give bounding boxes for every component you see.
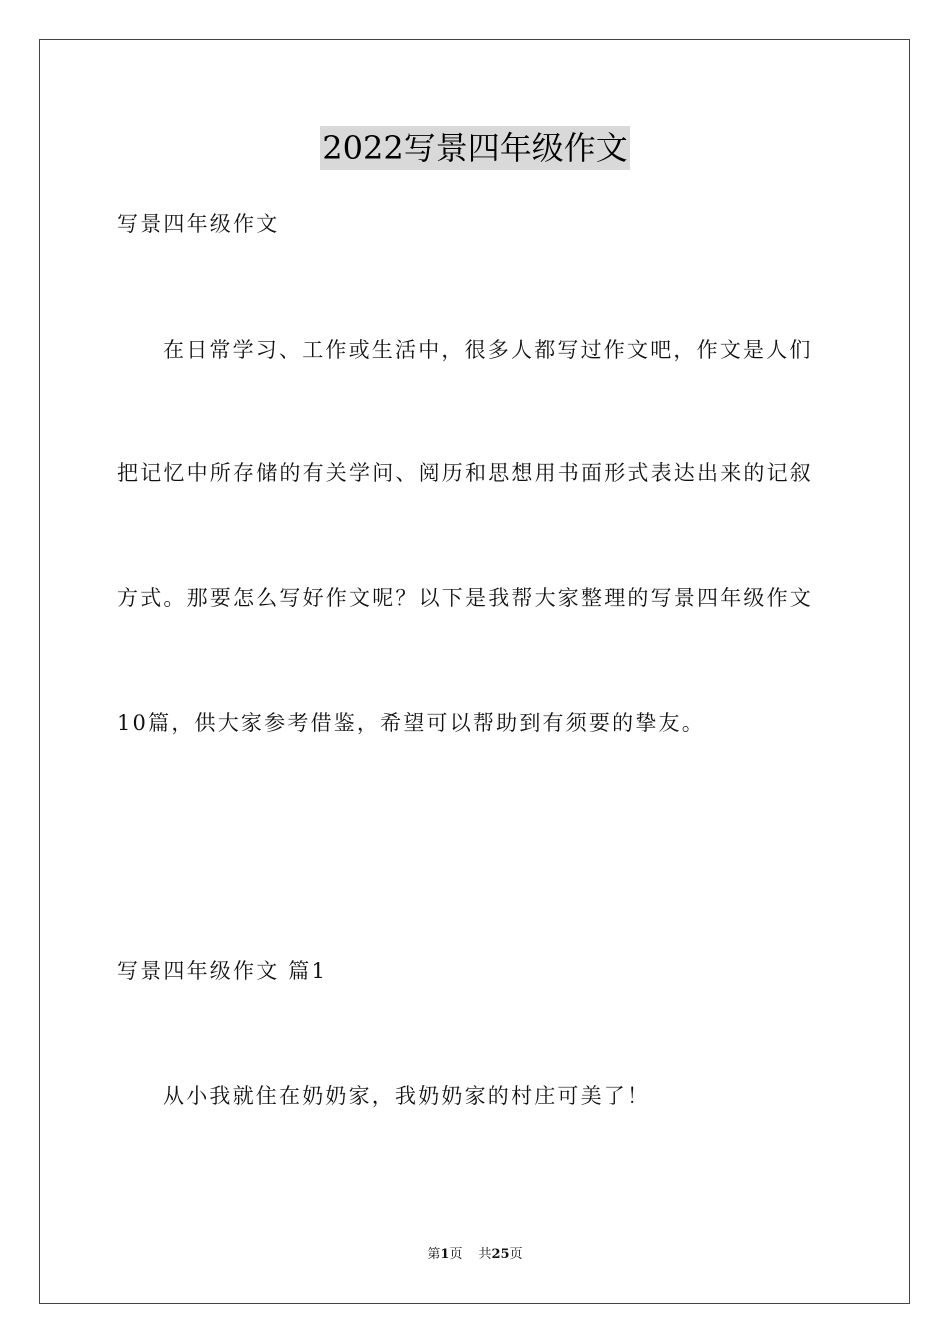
intro-line-4: 10篇，供大家参考借鉴，希望可以帮助到有须要的挚友。 xyxy=(117,711,705,735)
intro-line-2: 把记忆中所存储的有关学问、阅历和思想用书面形式表达出来的记叙 xyxy=(117,461,813,485)
intro-line-1: 在日常学习、工作或生活中，很多人都写过作文吧，作文是人们 xyxy=(163,338,813,362)
footer-page-number: 1 xyxy=(440,1247,450,1262)
footer-total-prefix: 共 xyxy=(478,1247,492,1262)
footer-total-pages: 25 xyxy=(491,1247,510,1262)
footer-total-suffix: 页 xyxy=(509,1247,523,1262)
document-title: 2022写景四年级作文 xyxy=(320,126,629,170)
section-first-line: 从小我就住在奶奶家，我奶奶家的村庄可美了！ xyxy=(163,1084,651,1108)
footer-page-prefix: 第 xyxy=(427,1247,441,1262)
footer-page-suffix: 页 xyxy=(449,1247,463,1262)
page-footer xyxy=(0,1246,950,1264)
intro-line-3: 方式。那要怎么写好作文呢？以下是我帮大家整理的写景四年级作文 xyxy=(117,586,813,610)
title-container xyxy=(0,126,950,170)
section-heading: 写景四年级作文 篇1 xyxy=(117,959,328,983)
document-subtitle: 写景四年级作文 xyxy=(117,212,280,236)
